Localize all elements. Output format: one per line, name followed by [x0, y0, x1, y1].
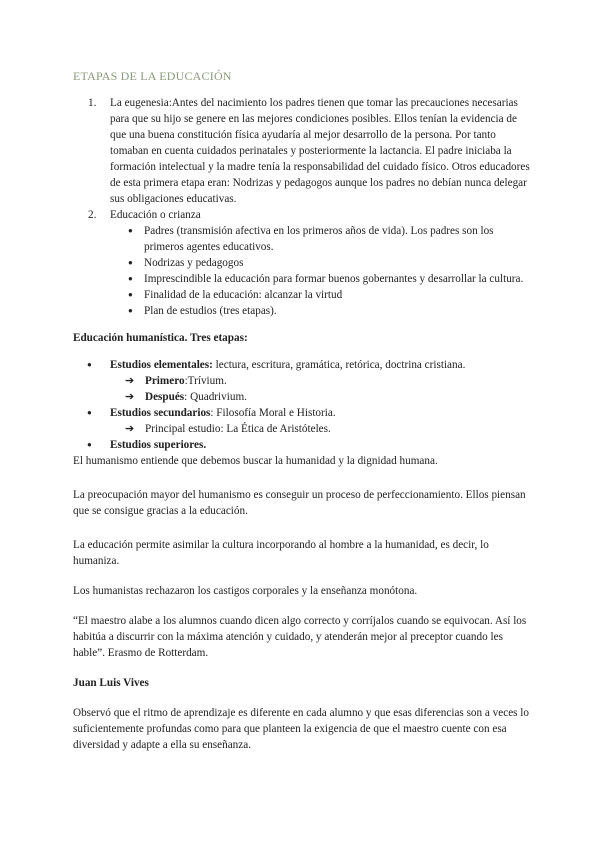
list-item — [73, 405, 533, 421]
list-item — [73, 357, 533, 373]
studies-label: Estudios elementales: — [110, 359, 213, 371]
list-number: 2. — [88, 209, 97, 221]
sub-item — [73, 421, 533, 437]
list-item-text: Finalidad de la educación: alcanzar la virtud — [144, 289, 343, 301]
paragraph: El humanismo entiende que debemos buscar la humanidad y la dignidad humana. — [73, 455, 438, 467]
list-item — [73, 287, 533, 303]
list-item — [73, 303, 533, 319]
list-item — [73, 255, 533, 271]
list-item — [73, 437, 533, 453]
section-heading: ETAPAS DE LA EDUCACIÓN — [73, 69, 232, 83]
sub-item-text: Principal estudio: La Ética de Aristóteles. — [145, 423, 331, 435]
list-number: 1. — [88, 97, 97, 109]
bullet-icon: ● — [87, 440, 92, 449]
paragraph: Los humanistas rechazaron los castigos corporales y la enseñanza monótona. — [73, 585, 418, 597]
sub-item-label: Después — [145, 391, 185, 403]
sub-item — [73, 389, 533, 405]
bullet-icon: ● — [87, 408, 92, 417]
stages-list — [73, 95, 533, 223]
list-item — [73, 207, 533, 223]
bullet-icon: ● — [128, 258, 133, 267]
bullet-icon: ● — [128, 290, 133, 299]
paragraph: La educación permite asimilar la cultura incorporando al hombre a la humanidad, es decir, lo humaniza. — [73, 539, 489, 567]
list-item-text: Imprescindible la educación para formar buenos gobernantes y desarrollar la cultura. — [144, 273, 524, 285]
studies-label: Estudios secundarios — [110, 407, 211, 419]
list-item — [73, 95, 533, 207]
arrow-icon: ➔ — [125, 391, 135, 403]
studies-list — [73, 405, 533, 421]
arrow-icon: ➔ — [125, 423, 135, 435]
document-page — [73, 68, 533, 753]
bullet-icon: ● — [128, 226, 133, 235]
sub-item-label: Primero — [145, 375, 185, 387]
humanistic-heading: Educación humanística. Tres etapas: — [73, 332, 248, 344]
paragraph: Observó que el ritmo de aprendizaje es diferente en cada alumno y que esas diferencias son a veces lo suficientemente profundas como para que planteen la exigencia de que el maestro cuente con esa diversidad y adapte a ella su enseñanza. — [73, 707, 530, 751]
paragraph: “El maestro alabe a los alumnos cuando dicen algo correcto y corríjalos cuando se equivocan. Así los habitúa a discurrir con la máxima atención y cuidado, y atenderán mejor al preceptor cuando les hable”. Erasmo de Rotterdam. — [73, 615, 527, 659]
studies-label: Estudios superiores. — [110, 439, 207, 451]
bullet-icon: ● — [128, 274, 133, 283]
list-item-text: Nodrizas y pedagogos — [144, 257, 244, 269]
vives-heading: Juan Luis Vives — [73, 677, 149, 689]
list-item — [73, 271, 533, 287]
paragraph: La preocupación mayor del humanismo es conseguir un proceso de perfeccionamiento. Ellos piensan que se consigue gracias a la educación. — [73, 489, 526, 517]
list-item-text: Educación o crianza — [110, 209, 201, 221]
list-item-text: Padres (transmisión afectiva en los primeros años de vida). Los padres son los primeros agentes educativos. — [144, 225, 494, 253]
bullet-icon: ● — [128, 306, 133, 315]
studies-text: lectura, escritura, gramática, retórica, doctrina cristiana. — [212, 359, 466, 371]
sub-item-text: :Trívium. — [184, 375, 227, 387]
crianza-list — [73, 223, 533, 319]
bullet-icon: ● — [87, 360, 92, 369]
list-item — [73, 223, 533, 255]
sub-item — [73, 373, 533, 389]
studies-list — [73, 437, 533, 453]
arrow-icon: ➔ — [125, 375, 135, 387]
studies-text: : Filosofía Moral e Historia. — [210, 407, 336, 419]
sub-item-text: : Quadrivium. — [184, 391, 247, 403]
studies-list — [73, 357, 533, 373]
list-item-text: Plan de estudios (tres etapas). — [144, 305, 277, 317]
list-item-text: La eugenesia:Antes del nacimiento los padres tienen que tomar las precauciones necesarias para que su hijo se genere en las mejores condiciones posibles. Ellos tenían la evidencia de que una buena constitución física ayudaría al mejor desarrollo de la persona. Por tanto tomaban en cuenta cuidados perinatales y posteriormente la lactancia. El padre iniciaba la formación intelectual y la madre tenía la responsabilidad del cuidado físico. Otros educadores de esta primera etapa eran: Nodrizas y pedagogos aunque los padres no debían nunca delegar sus obligaciones educativas. — [110, 97, 530, 205]
